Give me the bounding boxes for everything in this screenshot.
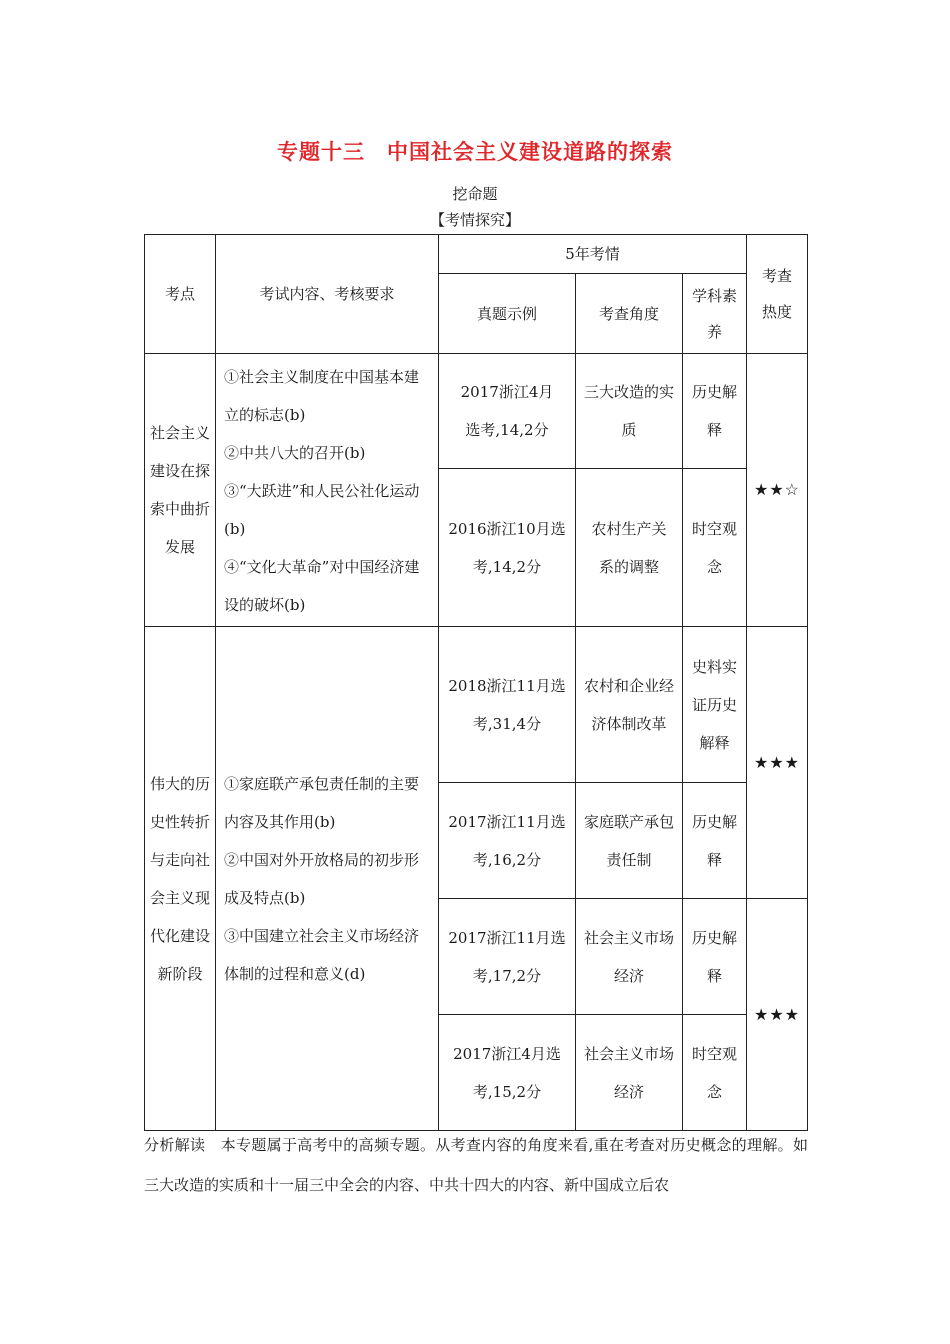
angle-cell	[576, 627, 683, 783]
angle-text: 三大改造的实质	[583, 383, 674, 439]
example-text: 2017浙江4月选考,14,2分	[460, 383, 554, 439]
literacy-text: 历史解释	[691, 928, 737, 985]
example-cell	[439, 783, 576, 899]
literacy-text: 时空观念	[691, 1044, 737, 1101]
example-cell	[439, 469, 576, 627]
example-cell	[439, 899, 576, 1015]
heat-cell	[747, 627, 808, 899]
example-text: 2018浙江11月选考,31,4分	[448, 676, 566, 733]
angle-text: 家庭联产承包责任制	[584, 812, 675, 869]
literacy-cell	[683, 469, 747, 627]
example-cell	[439, 1015, 576, 1131]
header-heat-text: 考查热度	[761, 267, 792, 321]
group2-kaodian-text: 伟大的历史性转折与走向社会主义现代化建设新阶段	[149, 774, 210, 983]
group1-requirements	[216, 354, 439, 627]
example-text: 2016浙江10月选考,14,2分	[448, 519, 566, 576]
heat-cell	[747, 899, 808, 1131]
requirement-item: ②中国对外开放格局的初步形成及特点(b)	[224, 850, 420, 907]
angle-cell	[576, 469, 683, 627]
header-angle: 考查角度	[576, 274, 683, 354]
requirement-item: ②中共八大的召开(b)	[224, 444, 366, 462]
subtitle: 挖命题	[452, 185, 498, 203]
page-title: 专题十三 中国社会主义建设道路的探索	[277, 139, 673, 164]
example-cell	[439, 627, 576, 783]
analysis-paragraph: 分析解读 本专题属于高考中的高频专题。从考查内容的角度来看,重在考查对历史概念的理解。如三大改造的实质和十一届三中全会的内容、中共十四大的内容、新中国成立后农	[144, 1136, 808, 1194]
header-literacy	[683, 274, 747, 354]
example-text: 2017浙江4月选考,15,2分	[453, 1044, 561, 1101]
angle-text: 农村和企业经济体制改革	[583, 676, 674, 733]
literacy-cell	[683, 1015, 747, 1131]
literacy-text: 史料实证历史解释	[691, 657, 737, 752]
group2-requirements	[216, 627, 439, 1131]
literacy-text: 历史解释	[691, 383, 737, 439]
literacy-cell	[683, 627, 747, 783]
heat-cell	[747, 354, 808, 627]
exam-analysis-table	[144, 234, 808, 1131]
literacy-cell	[683, 899, 747, 1015]
header-five-year: 5年考情	[439, 235, 747, 274]
header-content: 考试内容、考核要求	[216, 235, 439, 354]
angle-text: 社会主义市场经济	[583, 928, 674, 985]
header-kaodian: 考点	[145, 235, 216, 354]
angle-text: 社会主义市场经济	[583, 1044, 674, 1101]
example-text: 2017浙江11月选考,17,2分	[448, 928, 566, 985]
requirement-item: ①社会主义制度在中国基本建立的标志(b)	[224, 368, 420, 424]
group2-kaodian	[145, 627, 216, 1131]
group1-kaodian	[145, 354, 216, 627]
header-literacy-text: 学科素养	[691, 286, 737, 341]
group1-kaodian-text: 社会主义建设在探索中曲折发展	[149, 424, 210, 556]
angle-cell	[576, 899, 683, 1015]
angle-cell	[576, 1015, 683, 1131]
header-example: 真题示例	[439, 274, 576, 354]
example-text: 2017浙江11月选考,16,2分	[448, 812, 566, 869]
heat-stars: ★★★	[753, 1004, 801, 1024]
header-heat	[747, 235, 808, 354]
angle-text: 农村生产关系的调整	[591, 519, 667, 576]
requirement-item: ③“大跃进”和人民公社化运动(b)	[224, 482, 420, 538]
angle-cell	[576, 783, 683, 899]
literacy-text: 历史解释	[691, 812, 737, 869]
section-heading: 【考情探究】	[429, 211, 520, 229]
heat-stars: ★★☆	[753, 480, 801, 499]
requirement-item: ④“文化大革命”对中国经济建设的破坏(b)	[224, 558, 420, 614]
literacy-cell	[683, 783, 747, 899]
example-cell	[439, 354, 576, 469]
literacy-text: 时空观念	[691, 519, 737, 576]
literacy-cell	[683, 354, 747, 469]
requirement-item: ③中国建立社会主义市场经济体制的过程和意义(d)	[224, 926, 420, 983]
requirement-item: ①家庭联产承包责任制的主要内容及其作用(b)	[224, 774, 420, 831]
heat-stars: ★★★	[753, 752, 801, 772]
angle-cell	[576, 354, 683, 469]
